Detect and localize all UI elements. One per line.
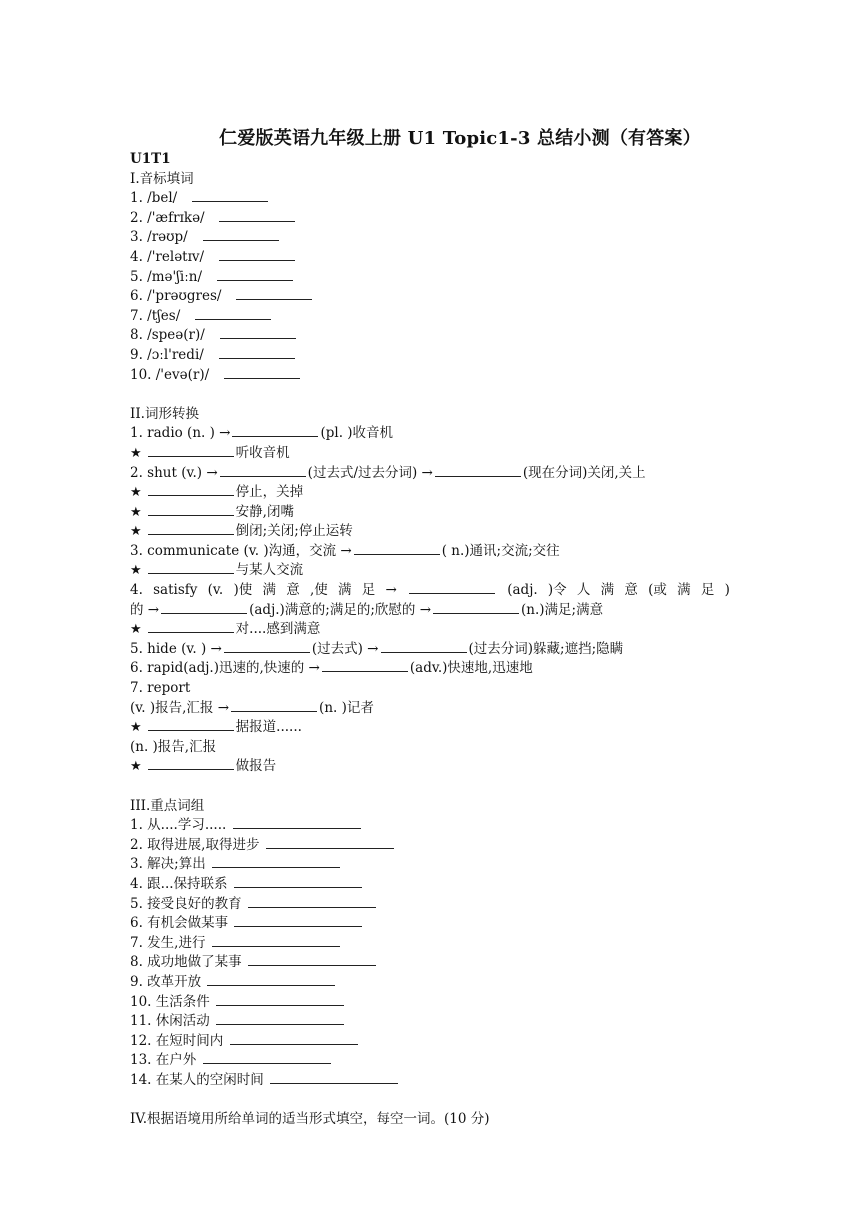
phrase-item: 2. 取得进展,取得进步: [130, 836, 742, 856]
answer-blank[interactable]: [219, 346, 295, 359]
star-icon: ★: [130, 524, 142, 540]
answer-blank[interactable]: [203, 228, 279, 241]
answer-blank[interactable]: [148, 718, 234, 731]
section3-heading: III.重点词组: [130, 797, 205, 814]
answer-blank[interactable]: [148, 522, 234, 535]
answer-blank[interactable]: [233, 816, 361, 829]
phrase-item: ★ 与某人交流: [130, 562, 304, 579]
answer-blank[interactable]: [148, 503, 234, 516]
answer-blank[interactable]: [230, 1032, 358, 1045]
phrase-item: ★ 做报告: [130, 758, 277, 775]
answer-blank[interactable]: [212, 855, 340, 868]
phonetic-item: 10. /'evə(r)/: [130, 366, 742, 386]
phrase-item: ★ 据报道......: [130, 719, 302, 736]
star-icon: ★: [130, 485, 142, 501]
phrase-item: 9. 改革开放: [130, 973, 742, 993]
phrase-item: 12. 在短时间内: [130, 1032, 742, 1052]
phrase-item: ★ 对....感到满意: [130, 621, 321, 638]
word-form-item: 7. report: [130, 680, 191, 697]
word-form-item: (v. )报告,汇报 → (n. )记者: [130, 699, 374, 716]
word-form-item: 的 → (adj.)满意的;满足的;欣慰的 → (n.)满足;满意: [130, 601, 604, 618]
answer-blank[interactable]: [234, 875, 362, 888]
answer-blank[interactable]: [148, 620, 234, 633]
star-icon: ★: [130, 720, 142, 736]
section1-heading: I.音标填词: [130, 170, 194, 187]
answer-blank[interactable]: [322, 659, 408, 672]
word-form-item: 1. radio (n. ) → (pl. )收音机: [130, 425, 394, 442]
phrase-item: 11. 休闲活动: [130, 1012, 742, 1032]
phrase-item: ★ 倒闭;关闭;停止运转: [130, 523, 353, 540]
phonetic-item: 6. /'prəʊgres/: [130, 287, 742, 307]
answer-blank[interactable]: [192, 189, 268, 202]
star-icon: ★: [130, 563, 142, 579]
phonetic-item: 5. /mə'ʃiːn/: [130, 268, 742, 288]
answer-blank[interactable]: [207, 973, 335, 986]
star-icon: ★: [130, 504, 142, 520]
answer-blank[interactable]: [212, 934, 340, 947]
answer-blank[interactable]: [409, 581, 495, 594]
answer-blank[interactable]: [270, 1071, 398, 1084]
star-icon: ★: [130, 622, 142, 638]
document-body: [130, 150, 742, 1130]
answer-blank[interactable]: [219, 209, 295, 222]
answer-blank[interactable]: [220, 464, 306, 477]
unit-label: U1T1: [130, 151, 171, 167]
word-form-item: 3. communicate (v. )沟通，交流 → ( n.)通讯;交流;交往: [130, 542, 560, 559]
word-form-item: 2. shut (v.) → (过去式/过去分词) → (现在分词)关闭,关上: [130, 464, 646, 481]
phonetic-item: 7. /tʃes/: [130, 307, 742, 327]
answer-blank[interactable]: [203, 1051, 331, 1064]
phrase-item: 1. 从....学习.....: [130, 816, 742, 836]
phonetic-item: 3. /rəʊp/: [130, 228, 742, 248]
answer-blank[interactable]: [232, 424, 318, 437]
answer-blank[interactable]: [217, 268, 293, 281]
answer-blank[interactable]: [148, 483, 234, 496]
phrase-item: 8. 成功地做了某事: [130, 953, 742, 973]
phrase-item: 10. 生活条件: [130, 993, 742, 1013]
section4-heading: IV.根据语境用所给单词的适当形式填空，每空一词。(10 分): [130, 1111, 490, 1128]
phrase-item: ★ 安静,闭嘴: [130, 503, 294, 520]
phrase-item: 3. 解决;算出: [130, 855, 742, 875]
answer-blank[interactable]: [216, 1012, 344, 1025]
answer-blank[interactable]: [236, 287, 312, 300]
answer-blank[interactable]: [220, 326, 296, 339]
answer-blank[interactable]: [435, 464, 521, 477]
answer-blank[interactable]: [354, 542, 440, 555]
answer-blank[interactable]: [148, 757, 234, 770]
answer-blank[interactable]: [195, 307, 271, 320]
star-icon: ★: [130, 759, 142, 775]
phrase-item: 5. 接受良好的教育: [130, 895, 742, 915]
answer-blank[interactable]: [234, 914, 362, 927]
phonetic-item: 2. /'æfrɪkə/: [130, 209, 742, 229]
section2-heading: II.词形转换: [130, 405, 199, 422]
answer-blank[interactable]: [148, 444, 234, 457]
star-icon: ★: [130, 445, 142, 461]
phrase-item: 7. 发生,进行: [130, 934, 742, 954]
word-form-item-justified: 4. satisfy (v. )使 满 意 ,使 满 足 → (adj. )令 人 满 意 (或 满 足 ): [130, 582, 730, 599]
word-form-item: (n. )报告,汇报: [130, 738, 217, 755]
answer-blank[interactable]: [219, 248, 295, 261]
answer-blank[interactable]: [161, 601, 247, 614]
phrase-item: 14. 在某人的空闲时间: [130, 1071, 742, 1091]
phonetic-item: 8. /speə(r)/: [130, 326, 742, 346]
answer-blank[interactable]: [231, 699, 317, 712]
word-form-item: 5. hide (v. ) → (过去式) → (过去分词)躲藏;遮挡;隐瞒: [130, 640, 624, 657]
phonetic-item: 1. /bel/: [130, 189, 742, 209]
answer-blank[interactable]: [248, 895, 376, 908]
document-title: 仁爱版英语九年级上册 U1 Topic1-3 总结小测（有答案）: [219, 128, 701, 149]
answer-blank[interactable]: [224, 366, 300, 379]
phonetic-item: 9. /ɔːl'redi/: [130, 346, 742, 366]
answer-blank[interactable]: [216, 993, 344, 1006]
answer-blank[interactable]: [433, 601, 519, 614]
answer-blank[interactable]: [224, 640, 310, 653]
phrase-item: 6. 有机会做某事: [130, 914, 742, 934]
phonetic-item: 4. /'relətɪv/: [130, 248, 742, 268]
answer-blank[interactable]: [148, 561, 234, 574]
phrase-item: ★ 听收音机: [130, 444, 290, 461]
phrase-item: ★ 停止，关掉: [130, 484, 304, 501]
word-form-item: 6. rapid(adj.)迅速的,快速的 → (adv.)快速地,迅速地: [130, 660, 533, 677]
phrase-item: 13. 在户外: [130, 1051, 742, 1071]
answer-blank[interactable]: [266, 836, 394, 849]
phrase-item: 4. 跟...保持联系: [130, 875, 742, 895]
answer-blank[interactable]: [248, 953, 376, 966]
answer-blank[interactable]: [381, 640, 467, 653]
